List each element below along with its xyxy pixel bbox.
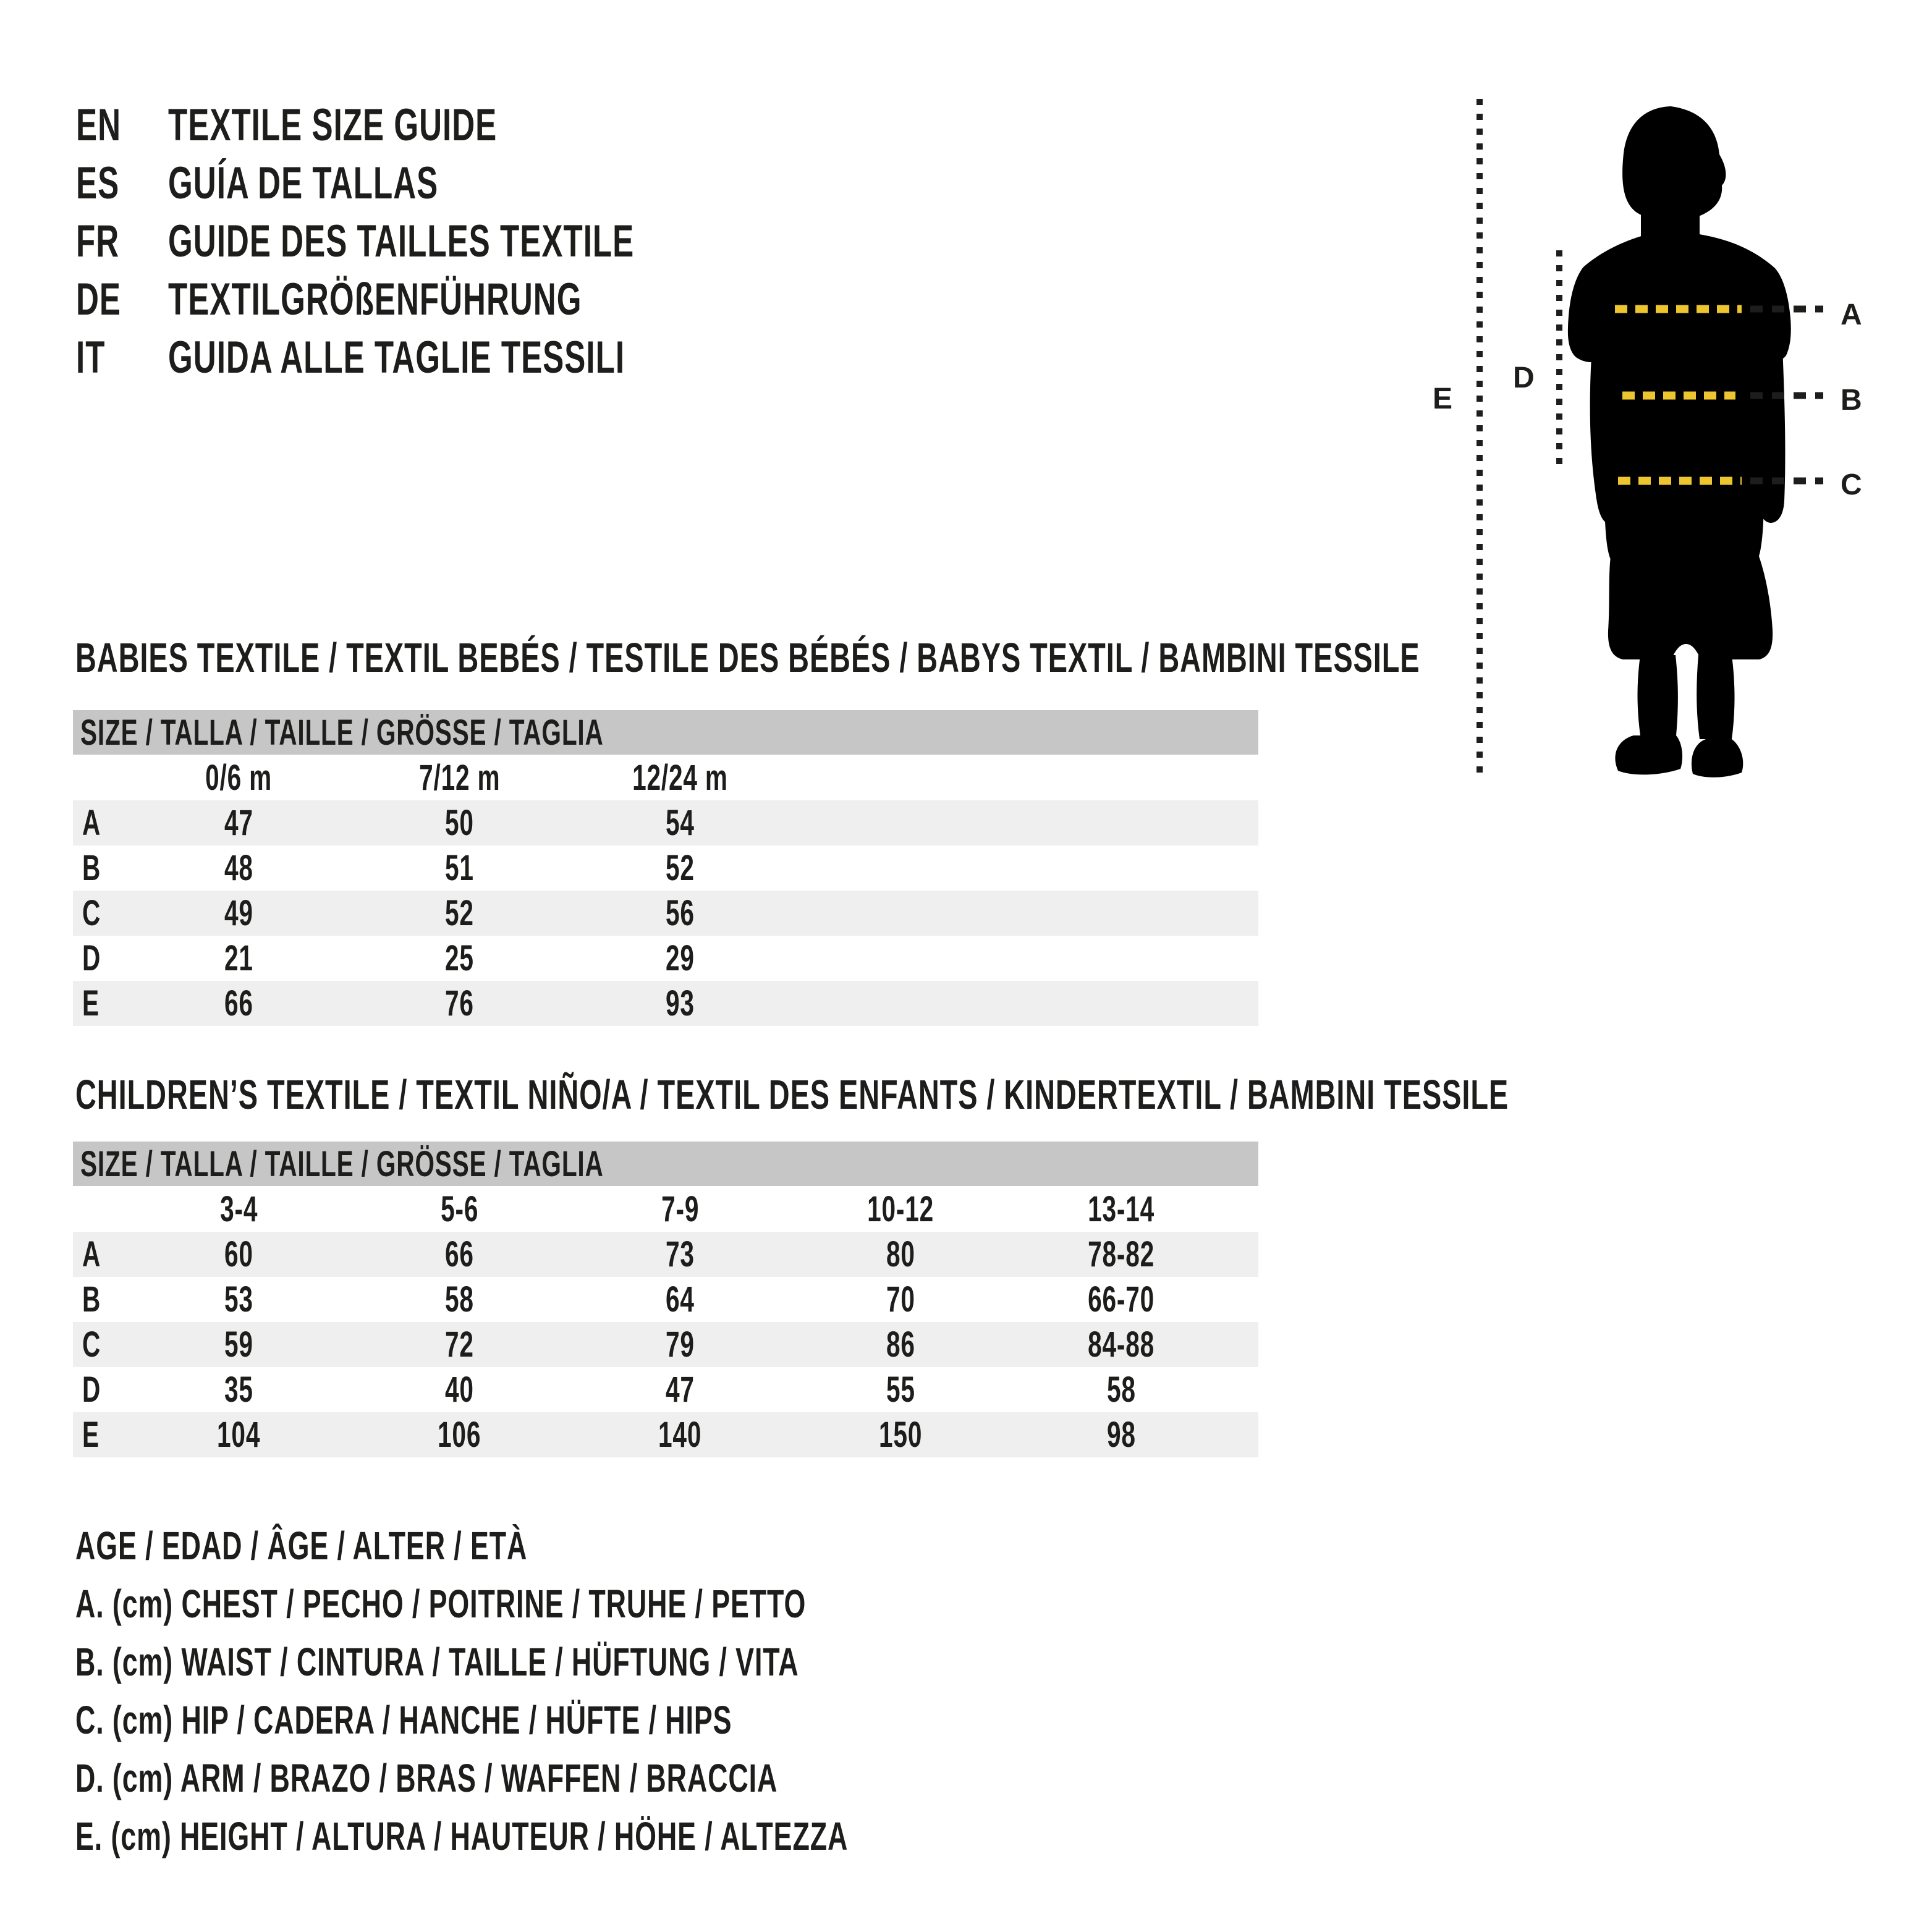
language-code: ES [76,158,120,208]
legend-line-waist: B. (cm) WAIST / CINTURA / TAILLE / HÜFTUNG / VITA [75,1640,799,1684]
table-row [73,1367,1258,1412]
table-cell: 78-82 [1088,1234,1155,1274]
table-row [73,800,1258,845]
table-cell: 70 [886,1279,915,1320]
language-code: DE [76,274,122,324]
table-cell: 86 [886,1324,915,1365]
table-cell: 58 [445,1279,474,1320]
row-label: B [82,848,101,888]
table-cell: 54 [666,803,695,843]
table-cell: 56 [666,893,695,933]
size-bar-label: SIZE / TALLA / TAILLE / GRÖSSE / TAGLIA [80,712,604,753]
table-cell: 48 [224,848,253,888]
language-code: EN [76,100,122,150]
measurement-legend [75,1517,1179,1865]
row-label: E [82,983,100,1023]
table-cell: 60 [224,1234,253,1274]
table-cell: 49 [224,893,253,933]
measure-label-d: D [1513,362,1535,394]
table-cell: 29 [666,938,695,978]
children-heading-text: CHILDREN’S TEXTILE / TEXTIL NIÑO/A / TEXTIL DES ENFANTS / KINDERTEXTIL / BAMBINI TESSILE [75,1072,1509,1118]
table-cell: 93 [666,983,695,1023]
silhouette-left-arm [1590,346,1627,524]
table-cell: 66-70 [1088,1279,1155,1320]
table-cell: 52 [445,893,474,933]
silhouette-right-arm [1753,347,1786,523]
row-label: A [82,803,101,843]
legend-line-hip: C. (cm) HIP / CADERA / HANCHE / HÜFTE / HIPS [75,1698,732,1742]
measure-label-e: E [1433,383,1453,415]
table-cell: 51 [445,848,474,888]
silhouette-left-shoe [1615,735,1682,774]
legend-line-chest: A. (cm) CHEST / PECHO / POITRINE / TRUHE / PETTO [75,1582,807,1626]
table-cell: 47 [666,1370,695,1410]
language-code: FR [76,216,120,266]
guide-title: TEXTILGRÖßENFÜHRUNG [168,274,582,324]
babies-size-table [73,710,1258,1026]
table-row [73,1322,1258,1367]
table-cell: 40 [445,1370,474,1410]
guide-title: TEXTILE SIZE GUIDE [168,100,498,150]
row-label: E [82,1415,100,1455]
table-cell: 59 [224,1324,253,1365]
children-size-table [73,1142,1258,1457]
guide-title: GUIDA ALLE TAGLIE TESSILI [168,333,625,383]
table-cell: 53 [224,1279,253,1320]
table-cell: 98 [1107,1415,1136,1455]
table-row [73,936,1258,981]
table-cell: 84-88 [1088,1324,1155,1365]
table-row [73,1277,1258,1322]
size-bar-label: SIZE / TALLA / TAILLE / GRÖSSE / TAGLIA [80,1143,604,1184]
column-header: 12/24 m [632,757,728,798]
guide-title: GUÍA DE TALLAS [168,158,439,208]
table-cell: 76 [445,983,474,1023]
measurement-figure [1409,74,1932,816]
table-cell: 50 [445,803,474,843]
table-cell: 79 [666,1324,695,1365]
measure-label-b: B [1841,384,1862,417]
table-cell: 73 [666,1234,695,1274]
table-cell: 66 [224,983,253,1023]
column-header: 7-9 [661,1188,700,1229]
table-row [73,981,1258,1026]
table-cell: 66 [445,1234,474,1274]
table-cell: 55 [886,1370,915,1410]
row-label: C [82,893,101,933]
table-cell: 21 [224,938,253,978]
table-row [73,891,1258,936]
legend-line-age: AGE / EDAD / ÂGE / ALTER / ETÀ [75,1523,528,1568]
children-column-headers [73,1186,1258,1232]
babies-size-bar [73,710,1258,755]
babies-heading-text: BABIES TEXTILE / TEXTIL BEBÉS / TESTILE DES BÉBÉS / BABYS TEXTIL / BAMBINI TESSILE [75,635,1420,681]
children-section-heading [75,1074,1932,1116]
children-size-bar [73,1142,1258,1186]
column-header: 3-4 [219,1188,258,1229]
table-cell: 106 [438,1415,481,1455]
table-cell: 64 [666,1279,695,1320]
column-header: 10-12 [867,1188,934,1229]
babies-column-headers [73,755,1258,800]
table-cell: 150 [879,1415,923,1455]
column-header: 5-6 [440,1188,479,1229]
babies-section-heading [75,637,1932,679]
table-cell: 80 [886,1234,915,1274]
table-cell: 25 [445,938,474,978]
table-cell: 52 [666,848,695,888]
row-label: D [82,938,101,978]
table-row [73,1232,1258,1277]
row-label: B [82,1279,101,1320]
table-cell: 140 [658,1415,702,1455]
guide-title: GUIDE DES TAILLES TEXTILE [168,216,635,266]
column-header: 0/6 m [205,757,273,798]
table-cell: 104 [217,1415,261,1455]
row-label: C [82,1324,101,1365]
measure-label-c: C [1841,468,1862,501]
table-cell: 35 [224,1370,253,1410]
table-cell: 58 [1107,1370,1136,1410]
table-row [73,845,1258,891]
legend-line-height: E. (cm) HEIGHT / ALTURA / HAUTEUR / HÖHE / ALTEZZA [75,1814,849,1858]
column-header: 7/12 m [418,757,501,798]
row-label: D [82,1370,101,1410]
table-cell: 72 [445,1324,474,1365]
legend-line-arm: D. (cm) ARM / BRAZO / BRAS / WAFFEN / BRACCIA [75,1756,778,1800]
silhouette-right-shoe [1692,739,1743,777]
table-cell: 47 [224,803,253,843]
language-code: IT [76,333,106,383]
row-label: A [82,1234,101,1274]
measure-label-a: A [1841,299,1862,331]
column-header: 13-14 [1088,1188,1155,1229]
table-row [73,1412,1258,1457]
